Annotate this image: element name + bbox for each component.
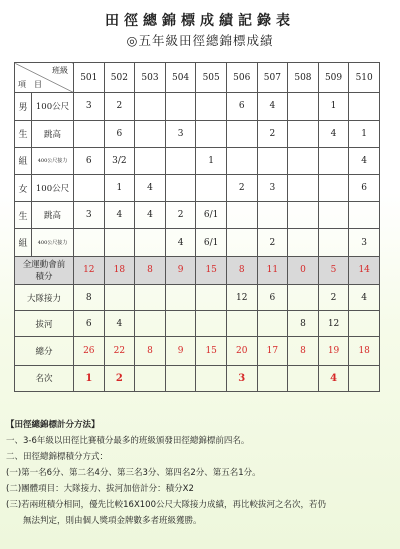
rank-label: 名次 xyxy=(15,365,74,391)
event-label: 400公尺接力 xyxy=(32,229,74,256)
class-header-label: 班級 xyxy=(52,66,68,75)
score-cell: 3 xyxy=(257,174,288,201)
score-cell xyxy=(196,284,227,310)
event-label: 100公尺 xyxy=(32,93,74,120)
score-cell: 2 xyxy=(104,365,135,391)
score-cell: 4 xyxy=(135,174,166,201)
score-cell: 6 xyxy=(349,174,380,201)
score-cell: 20 xyxy=(226,337,257,365)
score-cell xyxy=(165,365,196,391)
side-label-group: 組 xyxy=(15,229,32,256)
notes-heading: 【田徑總錦標計分方法】 xyxy=(6,420,100,430)
score-cell: 1 xyxy=(74,365,105,391)
score-cell: 9 xyxy=(165,256,196,284)
score-cell: 4 xyxy=(104,202,135,229)
score-cell: 14 xyxy=(349,256,380,284)
score-cell xyxy=(349,311,380,337)
score-cell: 6/1 xyxy=(196,229,227,256)
sports-score-label xyxy=(15,256,74,284)
score-cell xyxy=(226,229,257,256)
score-cell xyxy=(318,229,349,256)
score-cell: 6 xyxy=(226,93,257,120)
score-cell xyxy=(288,120,319,147)
score-cell: 4 xyxy=(318,365,349,391)
row-sports-score xyxy=(15,256,380,284)
score-cell xyxy=(196,174,227,201)
score-cell: 3 xyxy=(349,229,380,256)
team-relay-label: 大隊接力 xyxy=(15,284,74,310)
score-cell: 8 xyxy=(74,284,105,310)
event-label: 跳高 xyxy=(32,202,74,229)
side-label-female: 女 xyxy=(15,174,32,201)
score-cell: 6/1 xyxy=(196,202,227,229)
score-cell: 8 xyxy=(226,256,257,284)
score-cell: 9 xyxy=(165,337,196,365)
score-cell xyxy=(257,311,288,337)
score-cell: 1 xyxy=(318,93,349,120)
notes-line: 一、3-6年級以田徑比賽積分最多的班級頒發田徑總錦標前四名。 xyxy=(6,436,250,446)
score-cell: 26 xyxy=(74,337,105,365)
side-label-group: 組 xyxy=(15,147,32,174)
row-mrelay xyxy=(15,147,380,174)
score-cell: 8 xyxy=(135,256,166,284)
page-subtitle: ◎五年級田徑總錦標成績 xyxy=(126,33,274,48)
score-cell: 12 xyxy=(226,284,257,310)
score-cell xyxy=(196,93,227,120)
score-cell: 2 xyxy=(104,93,135,120)
class-header: 503 xyxy=(135,63,166,93)
score-cell: 4 xyxy=(165,229,196,256)
class-header: 501 xyxy=(74,63,105,93)
score-cell xyxy=(135,147,166,174)
item-header-label: 項 目 xyxy=(18,80,42,90)
notes-line: (三)若兩班積分相同，優先比較16X100公尺大隊接力成績，再比較拔河之名次，若仍 xyxy=(6,500,326,510)
side-label-student: 生 xyxy=(15,202,32,229)
score-cell xyxy=(165,284,196,310)
score-cell: 4 xyxy=(257,93,288,120)
score-cell: 2 xyxy=(165,202,196,229)
score-cell: 4 xyxy=(104,311,135,337)
class-header: 504 xyxy=(165,63,196,93)
score-cell: 3/2 xyxy=(104,147,135,174)
row-rank xyxy=(15,365,380,391)
row-m100 xyxy=(15,93,380,120)
notes-line: (一)第一名6分、第二名4分、第三名3分、第四名2分、第五名1分。 xyxy=(6,468,261,478)
side-label-student: 生 xyxy=(15,120,32,147)
page-title: 田徑總錦標成績記錄表 xyxy=(105,13,295,29)
score-cell xyxy=(165,311,196,337)
score-cell xyxy=(165,93,196,120)
score-cell: 1 xyxy=(196,147,227,174)
row-team-relay xyxy=(15,284,380,310)
tug-of-war-label: 拔河 xyxy=(15,311,74,337)
header-corner-cell xyxy=(15,63,74,93)
score-cell: 4 xyxy=(349,147,380,174)
score-cell: 0 xyxy=(288,256,319,284)
event-label: 100公尺 xyxy=(32,174,74,201)
side-label-male: 男 xyxy=(15,93,32,120)
score-cell: 4 xyxy=(318,120,349,147)
score-cell xyxy=(165,147,196,174)
score-cell: 18 xyxy=(349,337,380,365)
event-label: 跳高 xyxy=(32,120,74,147)
row-fjump xyxy=(15,202,380,229)
notes-line: 二、田徑總錦標積分方式： xyxy=(6,452,109,462)
score-cell xyxy=(74,174,105,201)
score-cell: 8 xyxy=(288,337,319,365)
score-cell xyxy=(226,120,257,147)
score-cell: 22 xyxy=(104,337,135,365)
class-header: 510 xyxy=(349,63,380,93)
score-cell xyxy=(288,147,319,174)
score-table xyxy=(14,62,380,392)
score-cell: 3 xyxy=(74,202,105,229)
score-cell xyxy=(318,147,349,174)
row-total xyxy=(15,337,380,365)
score-cell: 12 xyxy=(318,311,349,337)
score-cell: 18 xyxy=(104,256,135,284)
score-cell: 11 xyxy=(257,256,288,284)
score-cell: 6 xyxy=(74,147,105,174)
score-cell: 8 xyxy=(288,311,319,337)
score-cell: 19 xyxy=(318,337,349,365)
score-cell: 4 xyxy=(135,202,166,229)
score-cell: 6 xyxy=(74,311,105,337)
score-cell: 17 xyxy=(257,337,288,365)
score-cell: 1 xyxy=(104,174,135,201)
score-cell: 3 xyxy=(165,120,196,147)
row-f100 xyxy=(15,174,380,201)
score-cell xyxy=(349,93,380,120)
score-cell xyxy=(288,93,319,120)
score-cell: 6 xyxy=(257,284,288,310)
class-header: 507 xyxy=(257,63,288,93)
score-cell xyxy=(135,229,166,256)
score-cell: 12 xyxy=(74,256,105,284)
score-cell: 6 xyxy=(104,120,135,147)
sports-score-label-line1: 全運動會前 xyxy=(22,260,66,271)
class-header: 508 xyxy=(288,63,319,93)
score-cell xyxy=(318,174,349,201)
score-cell xyxy=(135,365,166,391)
header-row xyxy=(15,63,380,93)
score-cell xyxy=(104,284,135,310)
score-cell: 5 xyxy=(318,256,349,284)
score-cell xyxy=(74,229,105,256)
score-cell xyxy=(257,202,288,229)
scoring-notes xyxy=(6,417,396,529)
score-cell xyxy=(165,174,196,201)
score-cell: 8 xyxy=(135,337,166,365)
score-cell: 1 xyxy=(349,120,380,147)
score-cell xyxy=(196,365,227,391)
score-cell xyxy=(104,229,135,256)
score-cell xyxy=(135,284,166,310)
score-cell: 15 xyxy=(196,337,227,365)
score-cell xyxy=(135,120,166,147)
row-tug xyxy=(15,311,380,337)
score-cell xyxy=(226,147,257,174)
score-cell: 2 xyxy=(318,284,349,310)
score-cell: 2 xyxy=(257,229,288,256)
row-frelay xyxy=(15,229,380,256)
notes-line: 無法判定，則由個人獎項金牌數多者班級獲勝。 xyxy=(6,516,202,526)
class-header: 502 xyxy=(104,63,135,93)
score-cell xyxy=(288,229,319,256)
event-label: 400公尺接力 xyxy=(32,147,74,174)
score-cell xyxy=(135,311,166,337)
score-cell xyxy=(196,311,227,337)
score-cell xyxy=(226,202,257,229)
score-cell: 3 xyxy=(74,93,105,120)
score-cell xyxy=(349,202,380,229)
row-mjump xyxy=(15,120,380,147)
score-cell: 2 xyxy=(226,174,257,201)
score-cell: 3 xyxy=(226,365,257,391)
score-cell: 15 xyxy=(196,256,227,284)
score-cell: 2 xyxy=(257,120,288,147)
score-cell xyxy=(349,365,380,391)
score-cell xyxy=(135,93,166,120)
score-cell xyxy=(288,174,319,201)
score-cell xyxy=(257,365,288,391)
class-header: 509 xyxy=(318,63,349,93)
score-cell xyxy=(257,147,288,174)
score-cell xyxy=(288,365,319,391)
sports-score-label-line2: 積分 xyxy=(35,272,53,283)
total-label: 總分 xyxy=(15,337,74,365)
score-cell xyxy=(318,202,349,229)
score-cell xyxy=(288,202,319,229)
score-cell xyxy=(226,311,257,337)
class-header: 506 xyxy=(226,63,257,93)
score-cell xyxy=(74,120,105,147)
score-cell: 4 xyxy=(349,284,380,310)
class-header: 505 xyxy=(196,63,227,93)
score-cell xyxy=(196,120,227,147)
notes-line: (二)團體項目：大隊接力、拔河加倍計分：積分X2 xyxy=(6,484,194,494)
score-cell xyxy=(288,284,319,310)
